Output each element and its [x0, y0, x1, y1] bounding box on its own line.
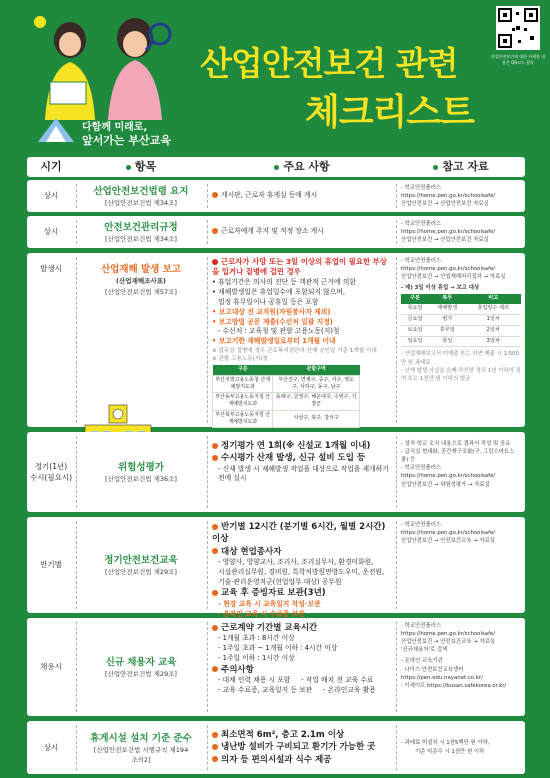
slogan-line1: 다함께 미래로,: [82, 122, 148, 133]
people-illustration: [0, 0, 200, 120]
title-line1: 산업안전보건 관련: [200, 44, 458, 83]
row-main: 근로자가 사망 또는 3일 이상의 휴업이 필요한 부상을 입거나 질병에 걸린 경우 • 휴업기간은 의사의 진단 등 객관적 근거에 의함 • 재해발생일은 휴업일수에 포함되지 않으며, 법정 휴무일이나 공휴일 등은 포함 • 보고대상 전 교직원(자원봉사자 제외) • 보고방법 공문 제출(수신처 일괄 지정) - 수신처 : 교육청 및 관할 고용노동(지)청 • 보고기한 재해발생일로부터 1개월 이내 ※ 업무상 질병에 경우 근로복지공단의 산재 승인일 기준 1개월 이내 ※ 관할 고용노동(지)청 구분 관할구역 부산지방고용노동청 산재예방지도과 부산진구, 연제구, 중구, 서구, 영도구, 사하구, 동구, 남구 부산동부고용노동지청 산재예방지도과 동래구, 금정구, 해운대구, 수영구, 기장군 부산북부고용노동지청 산재예방지도과 사상구, 북구, 강서구: [210, 253, 394, 427]
row-item: 산업안전보건법령 요지 [산업안전보건법 제34조]: [93, 186, 189, 208]
table-row: [27, 253, 525, 427]
row-reference: - 학교안전플러스 https://home.pen.go.kr/schoolsafe/ 산업안전보건 → 산업안전보건 자료실: [401, 184, 496, 208]
column-time: 시기: [40, 160, 62, 173]
row-reference: - 학교안전플러스 https://home.pen.go.kr/schoolsafe/ 산업안전보건 → 산업안전보건 자료실: [401, 220, 496, 244]
busan-education-logo-icon: [34, 112, 78, 150]
table-row: [27, 618, 525, 716]
row-time: 채용시: [40, 662, 62, 672]
row-time: 상시: [43, 191, 59, 201]
row-time: 발생시: [40, 264, 62, 273]
qr-caption: 산업안전보건에 대한 자세한 내용은 QR코드 접속: [490, 54, 546, 65]
header: [0, 0, 550, 155]
clock-icon: [113, 409, 123, 419]
row-reference: - 학교안전플러스 https://home.pen.go.kr/schoolsafe/ 산업안전보건 → 산업재해처리절차 → 자료실 - 예) 3일 이상 휴업 → 보고 대상 구분 복무 비고 목요일 재해발생 휴업일수 제외 금요일 병가 1일차 토요일 휴무일 2일차 일요일 휴일 3일차 - 산업재해보고서 미제출 또는 지연 제출 시 1,500만 원 과태료 - 산재 발생 사실을 은폐·묵인한 경우 1년 이하의 징역 또는 1천만 원 이하의 벌금: [401, 258, 521, 382]
row-main: 정기평가 연 1회(※ 신설교 1개월 이내) 수시평가 산재 발생, 신규 설비 도입 등 - 신재 발생 시 재해발생 작업을 대상으로 작업을 재개하기 전에 실시: [210, 432, 394, 512]
table-row: [27, 432, 525, 512]
row-item: 위험성평가 [산업안전보건법 제36조]: [105, 462, 177, 484]
magnifier-icon: [150, 24, 170, 44]
labor-office-table: 구분 관할구역 부산지방고용노동청 산재예방지도과 부산진구, 연제구, 중구, 서구, 영도구, 사하구, 동구, 남구 부산동부고용노동지청 산재예방지도과 동래구, 금정구, 해운대구, 수영구, 기장군 부산북부고용노동지청 산재예방지도과 사상구, 북구, 강서구: [212, 365, 360, 428]
lightbulb-icon: [34, 16, 46, 28]
row-reference: - 과태료 미설치 시 1천5백만 원 이하, 기준 미준수 시 1천만 원 이하: [401, 740, 490, 755]
row-reference: - 학교안전플러스 https://home.pen.go.kr/schoolsafe/ 산업안전보건 → 안전보건교육 → 자료실 '신규채용자'로 검색 - 온라인 교육기관 · 나이스 안전보건교육센터 https://pen.edu.nayanet.co.kr/ · 이세이프 https://busan.safekorea.or.kr/: [401, 623, 507, 689]
column-reference: 참고 자료: [399, 157, 523, 177]
title-line2: 체크리스트: [305, 92, 474, 133]
row-time: 상시: [43, 742, 59, 752]
row-item: 정기안전보건교육 [산업안전보건법 제29조]: [104, 555, 178, 577]
row-main: 근로자에게 주지 및 적정 장소 게시: [210, 216, 394, 248]
table-header: [27, 157, 525, 177]
slogan: [34, 112, 194, 150]
row-time: 반기별: [40, 560, 62, 570]
row-main: 게시판, 근로자 휴게실 등에 게시: [210, 180, 394, 212]
row-main: 반기별 12시간 (분기별 6시간, 월별 2시간) 이상 대상 현업종사자 - 영양사, 영양교사, 조리사, 조리실무사, 환경미화원, 시설관리실무원, 경비원, 특학처방원면방도우미, 운전원, 기술·관리운영직군(현업업무 대상) 공무원 교육 후 증빙자료 보관(3년) - 현장 교육 시 교육일지 작성·보관 - 온라인 교육 시 수료증 보관: [212, 522, 386, 618]
row-time: 상시: [43, 227, 59, 237]
table-row: [27, 216, 525, 248]
row-item: 신규 채용자 교육 [산업안전보건법 제29조]: [105, 657, 177, 679]
column-item: 항목: [77, 157, 205, 177]
table-row: [27, 180, 525, 212]
slogan-line2: 앞서가는 부산교육: [82, 134, 171, 147]
row-item: 안전보건관리규정 [산업안전보건법 제34조]: [104, 222, 178, 244]
row-time: 정기(1년) 수시(필요시): [29, 461, 73, 482]
row-main: 근로계약 기간별 교육시간 - 1개월 초과 : 8시간 이상 - 1주일 초과 ~ 1개월 이하 : 4시간 이상 - 1주일 이하 : 1시간 이상 주의사항 - 대체 인력 채용 시 포함 - 작업 배치 전 교육 수료 - 교육 수료증, 교육일지 등 보관 - 온라인교육 활용: [210, 618, 394, 716]
row-reference: - 설치 학교 조치 내용으로 결과서 작성 및 공유 - 급식실 현대화, 공간재구조화(구. 그린스마트스쿨) 등 - 학교안전플러스 https://home.pen.go.kr/schoolsafe/ 산업안전보건 → 위험성평가 → 자료실: [401, 441, 515, 488]
row-item: 산업재해 발생 보고 (산업재해조사표) [산업안전보건법 제57조]: [100, 264, 182, 297]
row-item: 휴게시설 설치 기준 준수 [산업안전보건법 시행규칙 제194조의2]: [90, 733, 192, 764]
table-row: [27, 517, 525, 618]
leave-example-table: 구분 복무 비고 목요일 재해발생 휴업일수 제외 금요일 병가 1일차 토요일 휴무일 2일차 일요일 휴일 3일차: [401, 294, 521, 347]
row-reference: - 학교안전플러스 https://home.pen.go.kr/schoolsafe/ 산업안전보건 → 안전보건교육 → 자료실: [401, 522, 496, 545]
qr-code-icon[interactable]: [496, 6, 540, 50]
table-row: [27, 721, 525, 774]
column-main: 주요 사항: [210, 157, 394, 177]
row-main: 최소면적 6m², 층고 2.1m 이상 냉난방 설비가 구비되고 환기가 가능한 곳 의자 등 편의시설과 식수 제공: [210, 721, 394, 774]
